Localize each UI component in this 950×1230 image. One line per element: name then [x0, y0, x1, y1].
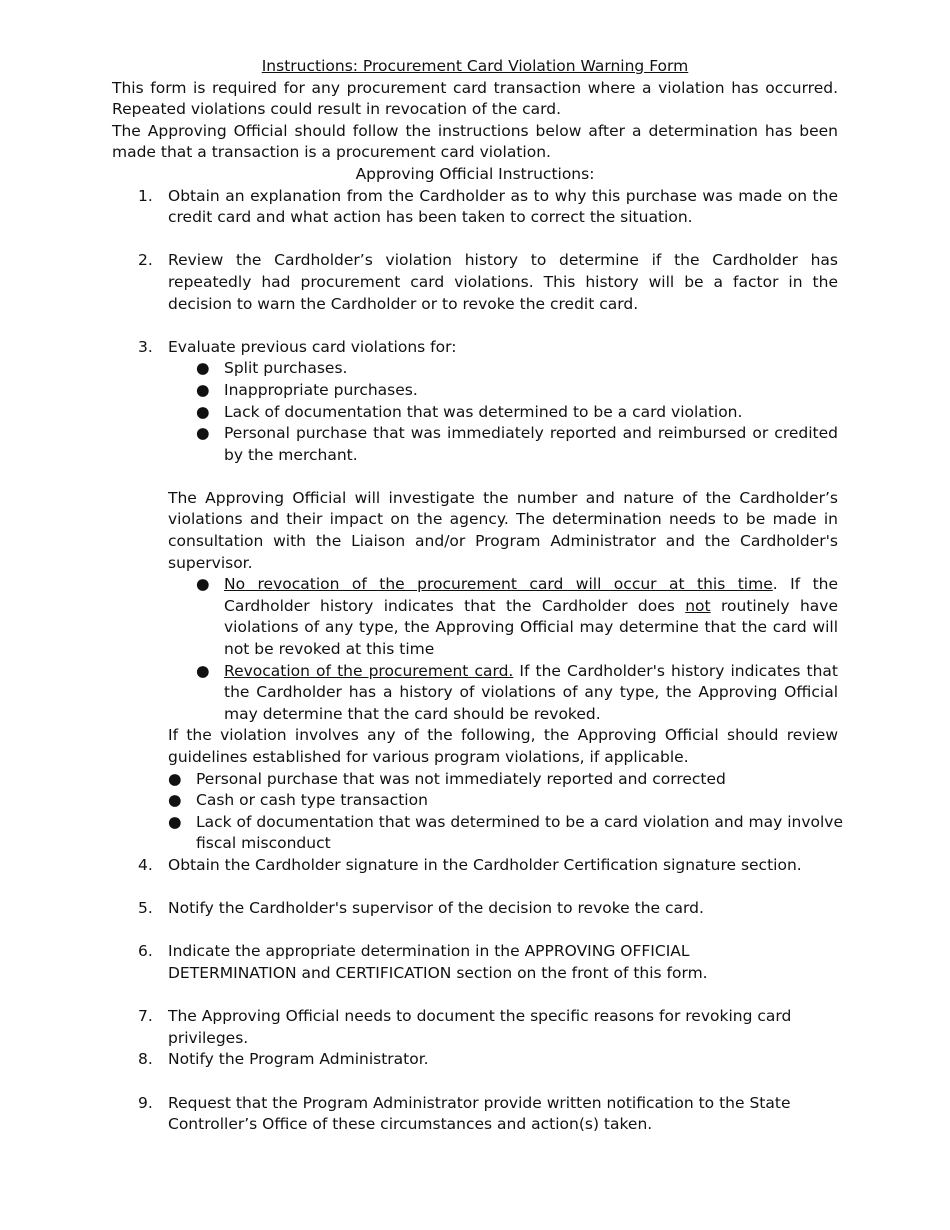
step-5 [112, 898, 838, 941]
instruction-steps [112, 186, 844, 1136]
step-2 [112, 250, 838, 336]
list-item-text: Lack of documentation that was determined to be a card violation and may involve fiscal misconduct [196, 812, 844, 853]
bullet-icon: ● [196, 402, 210, 421]
step-text-line: Indicate the appropriate determination in the APPROVING OFFICIAL [168, 942, 690, 961]
no-revocation-text: . If the Cardholder history indicates that the Cardholder does [224, 575, 839, 615]
step-text-line: privileges. [168, 1028, 249, 1047]
step-text: Obtain an explanation from the Cardholder as to why this purchase was made on the credit card and what action has been taken to correct the situation. [168, 186, 838, 227]
step-number: 9. [138, 1093, 153, 1112]
revocation-heading: Revocation of the procurement card. [224, 661, 514, 680]
not-emphasis: not [685, 596, 711, 615]
step-text: Evaluate previous card violations for: [168, 337, 457, 356]
list-item [168, 380, 838, 402]
step-text: Notify the Program Administrator. [168, 1050, 429, 1069]
step-number: 6. [138, 942, 153, 961]
step-number: 8. [138, 1050, 153, 1069]
list-item [168, 812, 858, 855]
bullet-icon: ● [196, 359, 210, 378]
step-text: Obtain the Cardholder signature in the Cardholder Certification signature section. [168, 855, 802, 874]
bullet-icon: ● [196, 575, 210, 594]
bullet-icon: ● [168, 791, 182, 810]
bullet-icon: ● [196, 380, 210, 399]
step-text: Review the Cardholder’s violation history to determine if the Cardholder has repeatedly had procurement card violations. This history will be a factor in the decision to warn the Cardholder or to revoke the credit card. [168, 251, 838, 313]
list-item [168, 423, 838, 466]
step-7 [112, 1006, 838, 1049]
investigation-paragraph: The Approving Official will investigate the number and nature of the Cardholder’s violations and their impact on the agency. The determination needs to be made in consultation with the Liaison and/or Program Administrator and the Cardholder's supervisor. [168, 488, 838, 572]
list-item-text: Inappropriate purchases. [224, 380, 418, 399]
step-number: 2. [138, 251, 153, 270]
revocation-text: If the Cardholder's history indicates that the Cardholder has a history of violations of any type, the Approving Official may determine that the card should be revoked. [224, 661, 838, 723]
bullet-icon: ● [168, 769, 182, 788]
step-number: 3. [138, 337, 153, 356]
step-text-line: Controller’s Office of these circumstances and action(s) taken. [168, 1115, 653, 1134]
list-item-text: Cash or cash type transaction [196, 791, 428, 810]
step-9 [112, 1093, 838, 1136]
form-title [112, 56, 838, 78]
step-number: 1. [138, 186, 153, 205]
involves-list [168, 769, 858, 855]
bullet-icon: ● [196, 661, 210, 680]
list-item-text: Personal purchase that was not immediately reported and corrected [196, 769, 726, 788]
no-revocation-option [168, 574, 838, 660]
approving-official-heading: Approving Official Instructions: [355, 164, 595, 183]
list-item [168, 769, 858, 791]
intro-paragraph: This form is required for any procurement card transaction where a violation has occurred. Repeated violations could result in revocation of the card. [112, 78, 838, 119]
violation-types-list [168, 358, 838, 466]
step-8 [112, 1049, 838, 1092]
determination-options-list [168, 574, 838, 725]
form-title-text: Instructions: Procurement Card Violation Warning Form [261, 57, 689, 75]
no-revocation-heading: No revocation of the procurement card will occur at this time [224, 575, 773, 594]
intro-paragraph: The Approving Official should follow the instructions below after a determination has been made that a transaction is a procurement card violation. [112, 121, 838, 162]
step-3 [112, 337, 844, 855]
bullet-icon: ● [196, 424, 210, 443]
list-item-text: Lack of documentation that was determined to be a card violation. [224, 402, 743, 421]
step-1 [112, 186, 838, 251]
step-number: 5. [138, 899, 153, 918]
list-item [168, 402, 838, 424]
bullet-icon: ● [168, 812, 182, 831]
step-number: 7. [138, 1007, 153, 1026]
step-text-line: DETERMINATION and CERTIFICATION section on the front of this form. [168, 963, 708, 982]
list-item-text: Split purchases. [224, 359, 348, 378]
step-number: 4. [138, 855, 153, 874]
list-item [168, 358, 838, 380]
step-4 [112, 855, 838, 898]
step-text: Notify the Cardholder's supervisor of the decision to revoke the card. [168, 899, 704, 918]
no-revocation-text: routinely have violations of any type, the Approving Official may determine that the card will not be revoked at this time [224, 596, 839, 659]
list-item [168, 790, 858, 812]
instructions-page [112, 56, 844, 1136]
list-item-text: Personal purchase that was immediately reported and reimbursed or credited by the merchant. [224, 424, 838, 464]
step-6 [112, 941, 838, 1006]
revocation-option [168, 661, 838, 726]
step-text-line: Request that the Program Administrator provide written notification to the State [168, 1093, 791, 1112]
step-text-line: The Approving Official needs to document the specific reasons for revoking card [168, 1007, 792, 1026]
involves-paragraph: If the violation involves any of the following, the Approving Official should review guidelines established for various program violations, if applicable. [168, 726, 838, 766]
